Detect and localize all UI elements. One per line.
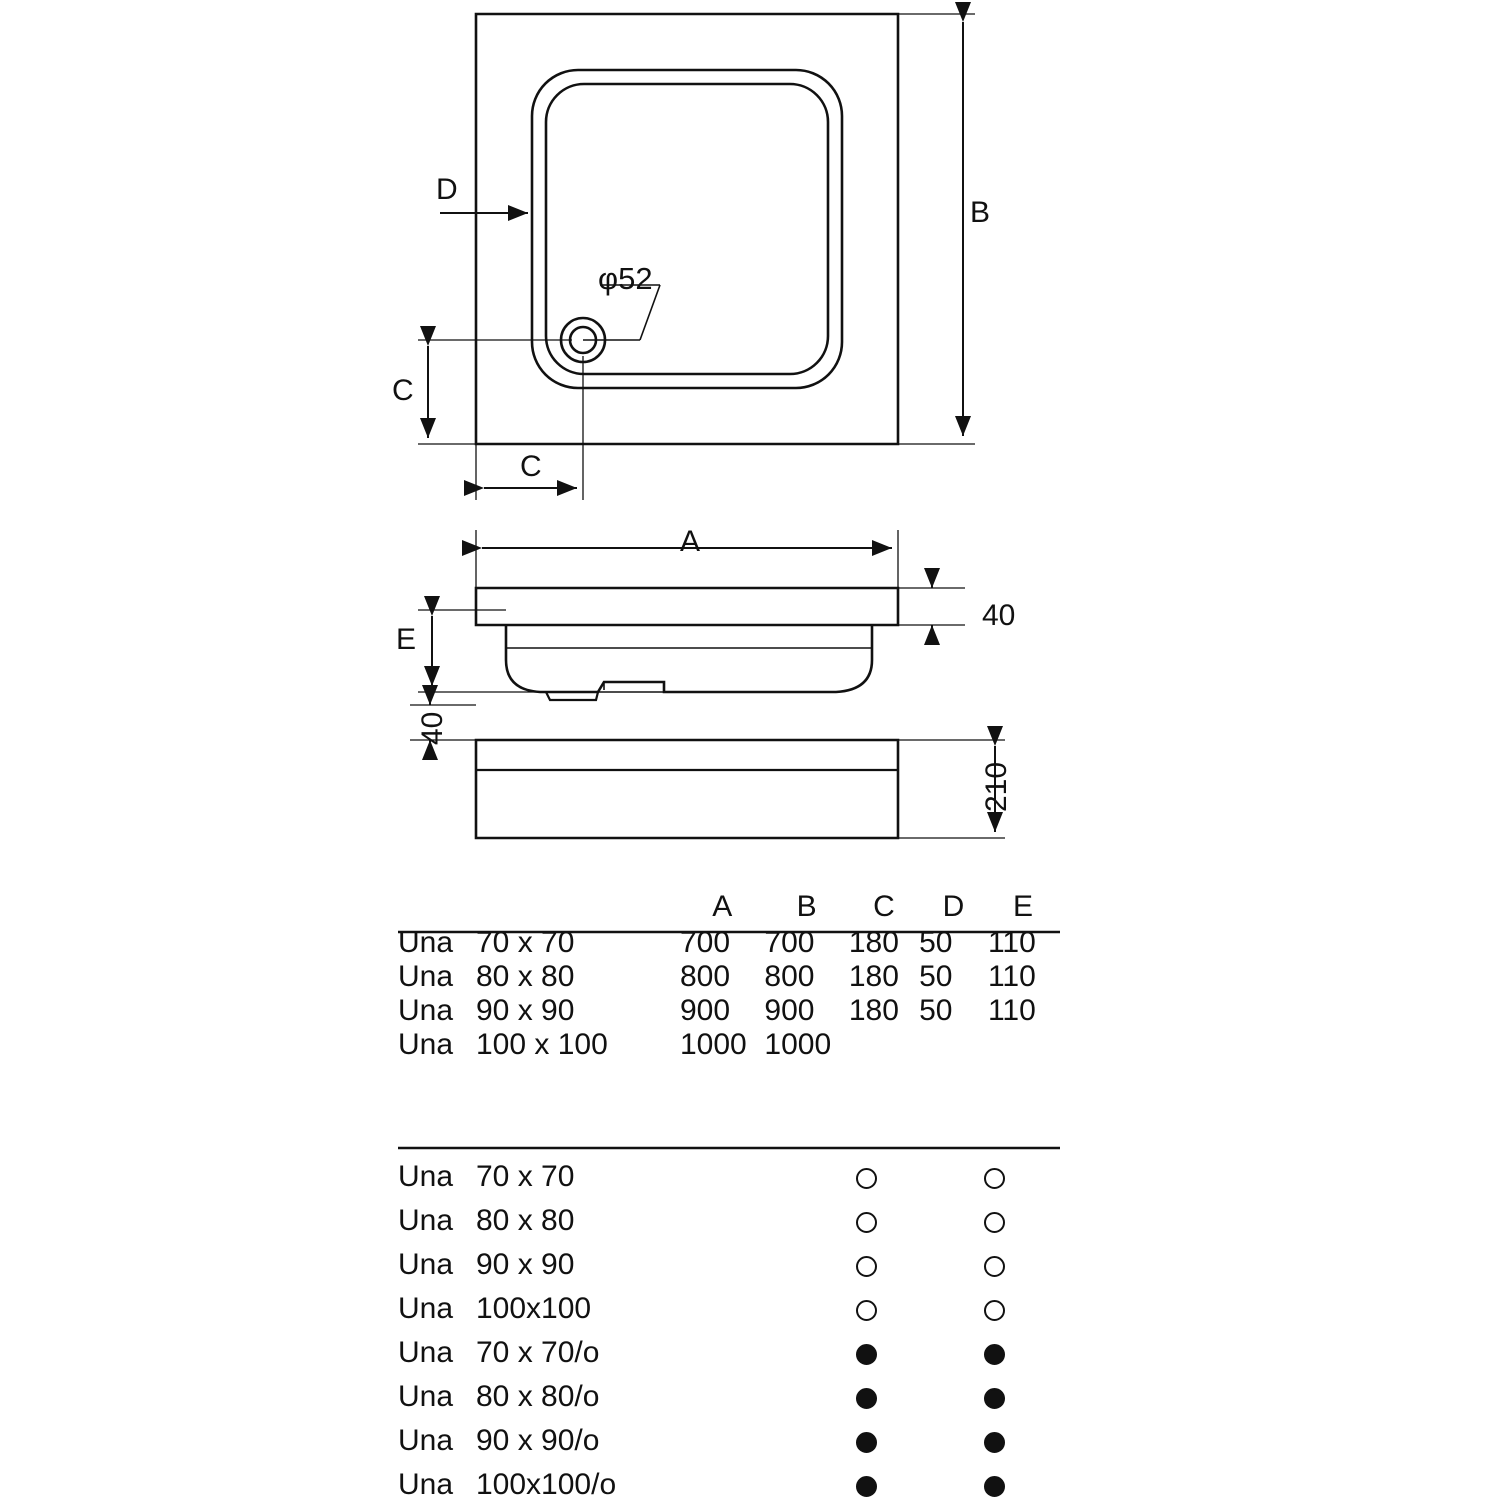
label-rim-thickness-bottom: 40	[416, 711, 449, 745]
spec-c: 180	[848, 960, 899, 993]
option-table	[398, 1155, 1058, 1500]
spec-e: 110	[987, 960, 1036, 993]
spec-e: 110	[987, 926, 1036, 959]
spec-model: Una	[398, 994, 454, 1027]
label-rim-thickness-top: 40	[982, 599, 1016, 632]
option-dot-1	[802, 1463, 930, 1500]
circle-icon	[856, 1388, 877, 1409]
table-row	[398, 926, 1058, 960]
label-dim-b: B	[970, 196, 991, 229]
list-item	[398, 1287, 1058, 1331]
circle-icon	[856, 1256, 877, 1277]
option-dot-2	[930, 1331, 1058, 1375]
label-dim-a: A	[680, 525, 701, 558]
spec-table	[398, 890, 1058, 1062]
spec-model: Una	[398, 1028, 454, 1061]
option-dot-1	[802, 1287, 930, 1331]
spec-a: 1000	[679, 1028, 747, 1061]
spec-c	[849, 1028, 919, 1062]
spec-col-b: B	[796, 890, 817, 923]
spec-c: 180	[848, 926, 899, 959]
spec-col-blank	[398, 890, 680, 926]
option-size: 70 x 70/o	[476, 1336, 600, 1369]
option-size: 100x100	[476, 1292, 592, 1325]
spec-d: 50	[919, 926, 953, 959]
option-size: 100x100/o	[476, 1468, 617, 1500]
list-item	[398, 1375, 1058, 1419]
spec-size: 100 x 100	[476, 1028, 608, 1061]
spec-size: 90 x 90	[476, 994, 575, 1027]
option-dot-1	[802, 1199, 930, 1243]
option-dot-2	[930, 1287, 1058, 1331]
option-size: 90 x 90/o	[476, 1424, 600, 1457]
label-dim-c-vertical: C	[392, 374, 414, 407]
spec-col-e: E	[1012, 890, 1033, 923]
spec-b: 700	[764, 926, 815, 959]
option-model: Una	[398, 1336, 454, 1369]
spec-col-c: C	[873, 890, 895, 923]
option-size: 80 x 80/o	[476, 1380, 600, 1413]
option-size: 80 x 80	[476, 1204, 575, 1237]
option-model: Una	[398, 1424, 454, 1457]
circle-icon	[984, 1212, 1005, 1233]
option-dot-1	[802, 1419, 930, 1463]
dim-e	[418, 610, 546, 692]
spec-a: 700	[679, 926, 731, 959]
circle-icon	[984, 1168, 1005, 1189]
section-view	[476, 588, 898, 700]
spec-col-a: A	[712, 890, 733, 923]
spec-d: 50	[919, 960, 953, 993]
circle-icon	[856, 1168, 877, 1189]
spec-col-d: D	[942, 890, 965, 923]
option-model: Una	[398, 1160, 454, 1193]
option-dot-2	[930, 1243, 1058, 1287]
option-dot-1	[802, 1155, 930, 1199]
label-drain-diameter: φ52	[598, 261, 653, 296]
circle-icon	[856, 1344, 877, 1365]
label-dim-e: E	[396, 623, 417, 656]
option-model: Una	[398, 1204, 454, 1237]
option-dot-1	[802, 1375, 930, 1419]
spec-b: 800	[764, 960, 815, 993]
spec-size: 80 x 80	[476, 960, 575, 993]
list-item	[398, 1155, 1058, 1199]
option-dot-2	[930, 1419, 1058, 1463]
dim-c-vertical	[418, 340, 572, 444]
spec-model: Una	[398, 960, 454, 993]
drain-hole	[561, 285, 660, 362]
dim-40-top	[898, 575, 965, 638]
dim-b	[898, 14, 975, 444]
option-dot-2	[930, 1375, 1058, 1419]
option-model: Una	[398, 1248, 454, 1281]
circle-icon	[984, 1256, 1005, 1277]
option-dot-1	[802, 1243, 930, 1287]
circle-icon	[984, 1432, 1005, 1453]
circle-icon	[984, 1344, 1005, 1365]
spec-a: 800	[679, 960, 731, 993]
top-view	[476, 14, 898, 444]
spec-a: 900	[679, 994, 731, 1027]
circle-icon	[984, 1388, 1005, 1409]
circle-icon	[856, 1476, 877, 1497]
circle-icon	[984, 1476, 1005, 1497]
circle-icon	[856, 1300, 877, 1321]
option-dot-1	[802, 1331, 930, 1375]
option-dot-2	[930, 1199, 1058, 1243]
spec-e	[988, 1028, 1058, 1062]
list-item	[398, 1243, 1058, 1287]
spec-size: 70 x 70	[476, 926, 575, 959]
option-dot-2	[930, 1463, 1058, 1500]
spec-e: 110	[987, 994, 1036, 1027]
option-model: Una	[398, 1380, 454, 1413]
spec-d	[919, 1028, 988, 1062]
option-size: 70 x 70	[476, 1160, 575, 1193]
option-size: 90 x 90	[476, 1248, 575, 1281]
label-dim-d: D	[436, 173, 458, 206]
bottom-view	[476, 740, 898, 838]
option-dot-2	[930, 1155, 1058, 1199]
list-item	[398, 1463, 1058, 1500]
circle-icon	[856, 1432, 877, 1453]
table-row	[398, 994, 1058, 1028]
list-item	[398, 1419, 1058, 1463]
table-row	[398, 1028, 1058, 1062]
spec-b: 900	[764, 994, 815, 1027]
option-model: Una	[398, 1468, 454, 1500]
circle-icon	[856, 1212, 877, 1233]
circle-icon	[984, 1300, 1005, 1321]
label-total-height: 210	[980, 761, 1013, 812]
option-model: Una	[398, 1292, 454, 1325]
label-dim-c-horizontal: C	[520, 450, 542, 483]
list-item	[398, 1331, 1058, 1375]
table-row	[398, 960, 1058, 994]
spec-model: Una	[398, 926, 454, 959]
spec-b: 1000	[764, 1028, 832, 1061]
spec-c: 180	[848, 994, 899, 1027]
list-item	[398, 1199, 1058, 1243]
spec-d: 50	[919, 994, 953, 1027]
